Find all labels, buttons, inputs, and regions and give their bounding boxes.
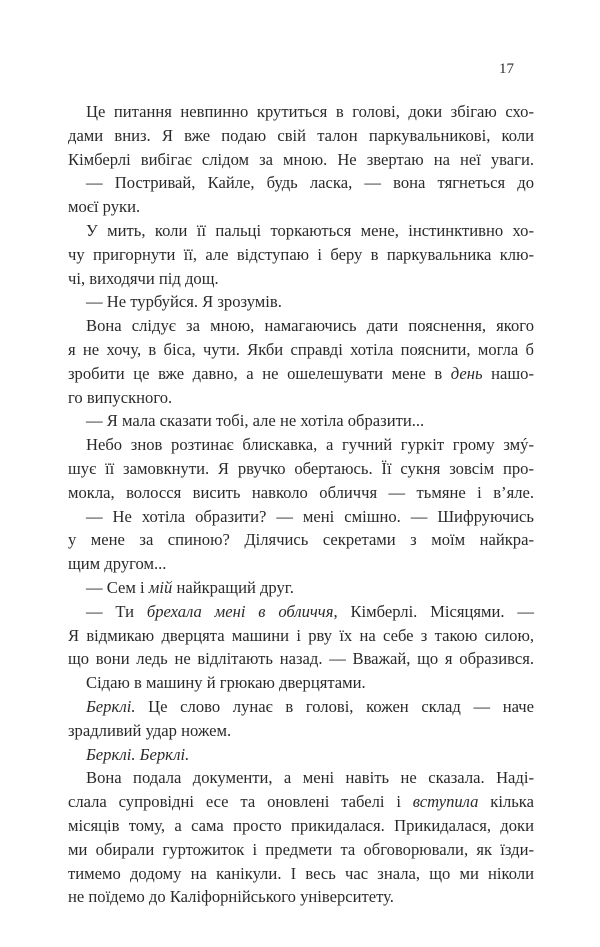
text-line: моєї руки. [68,197,141,217]
text-line [68,362,534,386]
text-segment: кілька [478,792,534,812]
text-line: я не хочу, в біса, чути. Якби справді хотіла пояснити, могла б [68,339,534,359]
text-segment: — Ти [86,601,147,621]
text-line: місяців тому, а сама просто прикидалася. Прикидалася, доки [68,815,534,835]
text-segment: , Кімберлі. Місяцями. — [333,601,534,621]
text-line: Вона подала документи, а мені навіть не сказала. Наді- [86,768,534,788]
page-number: 17 [499,61,514,77]
text-line: зрадливий удар ножем. [68,720,232,740]
text-line: Кімберлі вибігає слідом за мною. Не звертаю на неї уваги. [68,149,534,169]
text-line: У мить, коли її пальці торкаються мене, інстинктивно хо- [86,220,534,240]
text-line: у мене за спиною? Ділячись секретами з моїм найкра- [68,530,534,550]
body-text [68,100,534,909]
text-line [68,600,534,624]
italic-text: брехала мені в обличчя [146,601,334,621]
italic-text: Берклі. Берклі. [86,744,190,764]
text-line: мокла, волосся висить навколо обличчя — тьмяне і в’яле. [68,482,534,502]
italic-text: Берклі. [86,696,136,716]
text-line: Небо знов розтинає блискавка, а гучний гуркіт грому змý- [86,435,534,455]
text-line: що вони ледь не відлітають назад. — Вважай, що я образився. [68,649,534,669]
text-line: — Я мала сказати тобі, але не хотіла образити... [86,411,425,431]
text-line [68,695,534,719]
text-line: Це питання невпинно крутиться в голові, доки збігаю схо- [86,102,534,121]
text-line [68,790,534,814]
text-line: ми обирали гуртожиток і предмети та обговорювали, як їзди- [68,839,534,859]
text-segment: слала супровідні есе та оновлені табелі і [68,792,413,812]
text-segment: нашо- [482,363,534,383]
text-segment: — Сем і [86,577,149,597]
text-line: го випускного. [68,387,173,407]
text-line: Вона слідує за мною, намагаючись дати пояснення, якого [86,316,534,336]
italic-text: мій [148,577,173,597]
text-line: не поїдемо до Каліфорнійського університету. [68,887,394,907]
text-line: чу пригорнути її, але відступаю і беру в паркувальника клю- [68,244,534,264]
text-segment: найкращий друг. [172,577,294,597]
text-line: тимемо додому на канікули. І весь час знала, що ми ніколи [68,863,534,883]
text-line: чі, виходячи під дощ. [68,268,219,288]
italic-text: вступила [412,792,479,812]
italic-text: день [450,363,483,383]
text-line: щим другом... [68,554,167,574]
text-line: — Не хотіла образити? — мені смішно. — Шифруючись [86,506,534,526]
text-segment: зробити це вже давно, а не ошелешувати мене в [68,363,451,383]
text-line: — Не турбуйся. Я зрозумів. [86,292,282,312]
text-line [68,743,534,767]
text-line [68,576,534,600]
text-line: — Постривай, Кайле, будь ласка, — вона тягнеться до [86,173,534,193]
text-line: шує її замовкнути. Я рвучко обертаюсь. Її сукня зовсім про- [68,458,534,478]
text-line: дами вниз. Я вже подаю свій талон паркувальникові, коли [68,125,534,145]
text-line: Я відмикаю дверцята машини і рву їх на себе з такою силою, [68,625,534,645]
text-line: Сідаю в машину й грюкаю дверцятами. [86,673,366,693]
text-segment: Це слово лунає в голові, кожен склад — наче [135,696,534,716]
